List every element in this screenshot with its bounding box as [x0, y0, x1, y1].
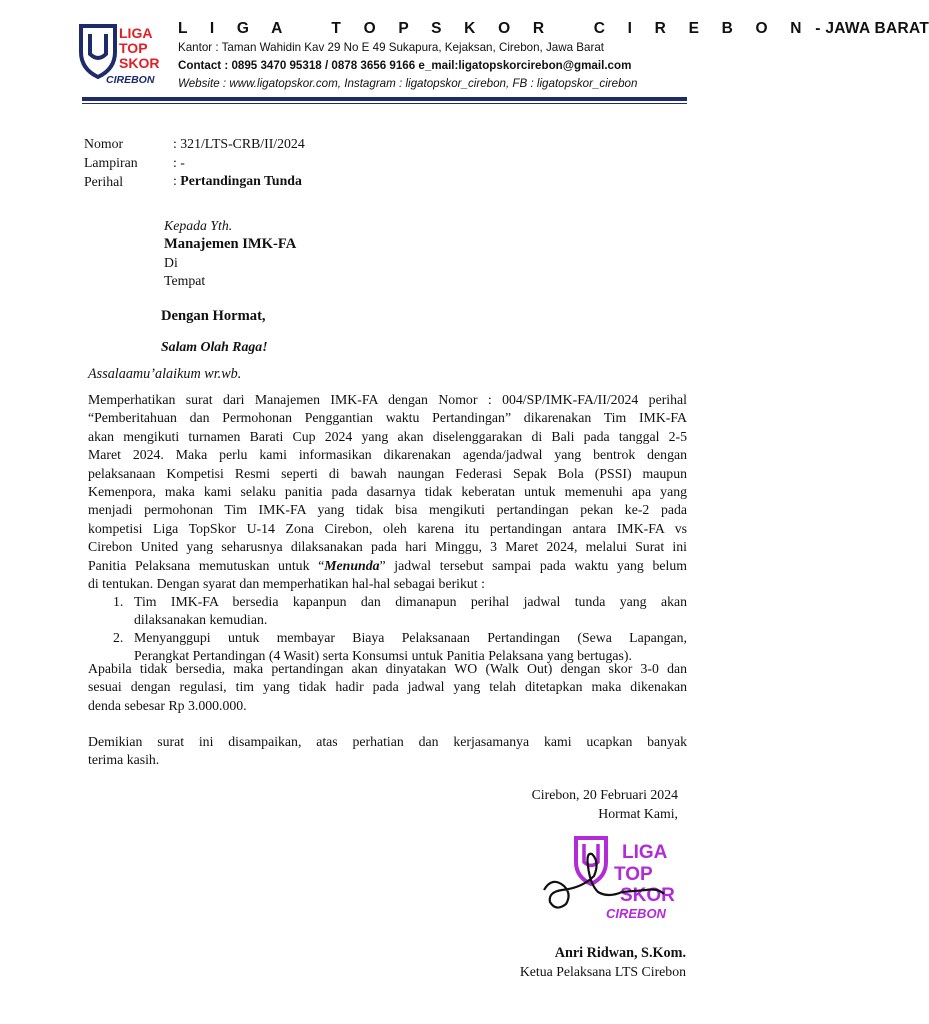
list-number: 1.	[113, 594, 124, 609]
body-line: terima kasih.	[88, 752, 160, 768]
perihal-value-row	[173, 173, 302, 189]
body-line: menjadi permohonan Tim IMK-FA yang tidak bisa mengikuti pertandingan pekan ke-2 pada	[88, 502, 687, 518]
list-line: Menyanggupi untuk membayar Biaya Pelaksanaan Pertandingan (Sewa Lapangan,	[134, 630, 687, 645]
logo-text-top: TOP	[119, 40, 148, 56]
stamp-text-top: TOP	[614, 864, 653, 885]
header-rule-thin	[82, 103, 687, 104]
menunda-pre: Panitia Pelaksana memutuskan untuk “	[88, 557, 325, 573]
list-line: dilaksanakan kemudian.	[134, 612, 268, 628]
website-line: Website : www.ligatopskor.com, Instagram : ligatopskor_cirebon, FB : ligatopskor_cirebon	[178, 77, 638, 90]
body-line: Maret 2024. Maka perlu kami informasikan dikarenakan agenda/jadwal yang bentrok dengan	[88, 447, 687, 463]
body-line: Memperhatikan surat dari Manajemen IMK-FA dengan Nomor : 004/SP/IMK-FA/II/2024 perihal	[88, 392, 687, 407]
body-paragraph-3	[88, 733, 687, 770]
nomor-value: : 321/LTS-CRB/II/2024	[173, 136, 305, 151]
stamp-text-skor: SKOR	[620, 885, 675, 906]
contact-line: Contact : 0895 3470 95318 / 0878 3656 9166 e_mail:ligatopskorcirebon@gmail.com	[178, 59, 632, 72]
logo-text-liga: LIGA	[119, 25, 153, 41]
org-title-rest: - JAWA BARAT	[810, 20, 929, 37]
recipient-di: Di	[164, 255, 178, 270]
body-paragraph-2	[88, 660, 687, 715]
kepada-yth: Kepada Yth.	[164, 218, 233, 233]
body-line: pelaksanaan Kompetisi Resmi seperti di bawah naungan Federasi Sepak Bola (PSSI) maupun	[88, 465, 687, 481]
hormat-kami: Hormat Kami,	[598, 806, 678, 821]
condition-item-1	[88, 593, 687, 630]
recipient-name: Manajemen IMK-FA	[164, 236, 297, 252]
list-line: Tim IMK-FA bersedia kapanpun dan dimanapun perihal jadwal tunda yang akan	[134, 594, 687, 609]
greeting-assalaamu: Assalaamu’alaikum wr.wb.	[88, 366, 242, 382]
perihal-colon: :	[173, 173, 181, 188]
body-paragraph-1	[88, 391, 687, 593]
body-line: Kemenpora, maka kami selaku panitia pada dasarnya tidak keberatan untuk memenuhi apa yang	[88, 484, 687, 500]
signer-name: Anri Ridwan, S.Kom.	[554, 945, 686, 961]
greeting-hormat: Dengan Hormat,	[161, 308, 266, 324]
liga-topskor-logo	[78, 22, 170, 86]
list-number: 2.	[113, 630, 124, 645]
body-line: di tentukan. Dengan syarat dan memperhatikan hal-hal sebagai berikut :	[88, 576, 485, 592]
body-line: “Pemberitahuan dan Permohonan Penggantian waktu Pertandingan” dikarenakan Tim IMK-FA	[88, 410, 687, 426]
body-line: Demikian surat ini disampaikan, atas perhatian dan kerjasamanya kami ucapkan banyak	[88, 734, 687, 749]
lampiran-label: Lampiran	[84, 155, 138, 170]
logo-text-skor: SKOR	[119, 55, 160, 71]
list-line: Perangkat Pertandingan (4 Wasit) serta Konsumsi untuk Panitia Pelaksana yang bertugas).	[134, 648, 632, 664]
nomor-label: Nomor	[84, 136, 124, 151]
greeting-salam: Salam Olah Raga!	[161, 339, 268, 354]
place-date: Cirebon, 20 Februari 2024	[531, 787, 678, 802]
body-line-menunda	[88, 557, 687, 575]
body-line: denda sebesar Rp 3.000.000.	[88, 697, 247, 713]
perihal-label: Perihal	[84, 174, 124, 189]
stamp-text-cirebon: CIREBON	[606, 906, 666, 921]
lampiran-value: : -	[173, 155, 185, 170]
recipient-tempat: Tempat	[164, 273, 206, 288]
org-title	[178, 20, 929, 38]
perihal-value: Pertandingan Tunda	[180, 173, 302, 188]
body-line: Cirebon United yang seharusnya dilaksanakan pada hari Minggu, 3 Maret 2024, melalui Surat ini	[88, 539, 687, 555]
header-rule-thick	[82, 97, 687, 101]
body-line: akan mengikuti turnamen Barati Cup 2024 yang akan diselenggarakan di Bali pada tanggal 2-5	[88, 428, 687, 444]
body-line: kompetisi Liga TopSkor U-14 Zona Cirebon, oleh karena itu pertandingan antara IMK-FA vs	[88, 520, 687, 536]
org-title-spaced: L I G A T O P S K O R C I R E B O N	[178, 20, 811, 37]
body-line: Apabila tidak bersedia, maka pertandingan akan dinyatakan WO (Walk Out) dengan skor 3-0 dan	[88, 661, 687, 676]
menunda-post: ” jadwal tersebut sampai pada waktu yang belum	[379, 557, 687, 573]
stamp-text-liga: LIGA	[622, 842, 668, 863]
office-address: Kantor : Taman Wahidin Kav 29 No E 49 Sukapura, Kejaksan, Cirebon, Jawa Barat	[178, 41, 604, 54]
signer-title: Ketua Pelaksana LTS Cirebon	[519, 964, 686, 979]
body-line: sesuai dengan regulasi, tim yang tidak hadir pada jadwal yang telah ditetapkan maka dikenakan	[88, 679, 687, 695]
logo-text-cirebon: CIREBON	[106, 74, 155, 86]
menunda-emphasis: Menunda	[324, 557, 380, 573]
signature-stamp	[542, 832, 684, 924]
